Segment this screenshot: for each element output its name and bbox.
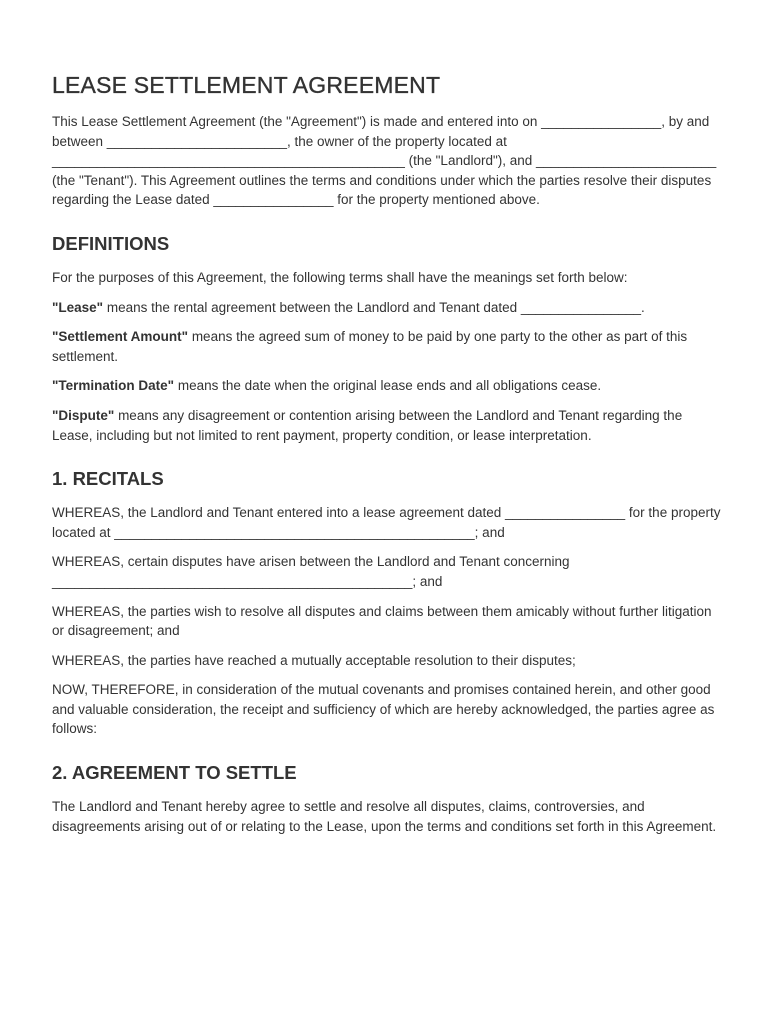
document-page <box>52 70 722 836</box>
definition-text: means any disagreement or contention arising between the Landlord and Tenant regarding the Lease, including but not limited to rent payment, property condition, or lease interpretation. <box>52 407 683 443</box>
definition-term: "Settlement Amount" <box>52 329 189 345</box>
recital-paragraph: WHEREAS, the parties have reached a mutually acceptable resolution to their disputes; <box>52 652 576 668</box>
recital-paragraph: WHEREAS, certain disputes have arisen between the Landlord and Tenant concerning ________________________________________________; and <box>52 554 570 589</box>
definition-item-dispute <box>52 406 722 445</box>
agreement-to-settle-paragraph: The Landlord and Tenant hereby agree to settle and resolve all disputes, claims, controversies, and disagreements arising out of or relating to the Lease, upon the terms and conditions set forth in this Agreement. <box>52 799 717 834</box>
definition-term: "Dispute" <box>52 407 115 423</box>
definition-item-lease <box>52 298 722 318</box>
recitals-heading: 1. RECITALS <box>52 468 164 490</box>
definition-text: means the agreed sum of money to be paid by one party to the other as part of this settlement. <box>52 329 688 364</box>
definition-term: "Lease" <box>52 299 104 315</box>
definition-text: means the date when the original lease ends and all obligations cease. <box>174 378 602 394</box>
agreement-to-settle-heading: 2. AGREEMENT TO SETTLE <box>52 762 297 784</box>
intro-paragraph: This Lease Settlement Agreement (the "Agreement") is made and entered into on ________________, by and between ________________________, the owner of the property located at _______________________________________________ (the "Landlord"), and ________________________ (the "Tenant"). This Agreement outlines the terms and conditions under which the parties resolve their disputes regarding the Lease dated ________________ for the property mentioned above. <box>52 114 717 208</box>
document-title: LEASE SETTLEMENT AGREEMENT <box>52 72 441 98</box>
recital-paragraph: WHEREAS, the Landlord and Tenant entered into a lease agreement dated ________________ for the property located at ________________________________________________; and <box>52 505 721 540</box>
definition-item-termination-date <box>52 376 722 396</box>
definition-item-settlement-amount <box>52 327 722 366</box>
definitions-heading: DEFINITIONS <box>52 232 170 254</box>
definition-term: "Termination Date" <box>52 378 175 394</box>
definitions-lead: For the purposes of this Agreement, the following terms shall have the meanings set forth below: <box>52 269 628 285</box>
recital-paragraph: WHEREAS, the parties wish to resolve all disputes and claims between them amicably without further litigation or disagreement; and <box>52 603 712 639</box>
definition-text: means the rental agreement between the Landlord and Tenant dated ________________. <box>103 299 645 315</box>
recital-paragraph: NOW, THEREFORE, in consideration of the mutual covenants and promises contained herein, and other good and valuable consideration, the receipt and sufficiency of which are hereby acknowledged, the parties agree as follows: <box>52 682 715 737</box>
